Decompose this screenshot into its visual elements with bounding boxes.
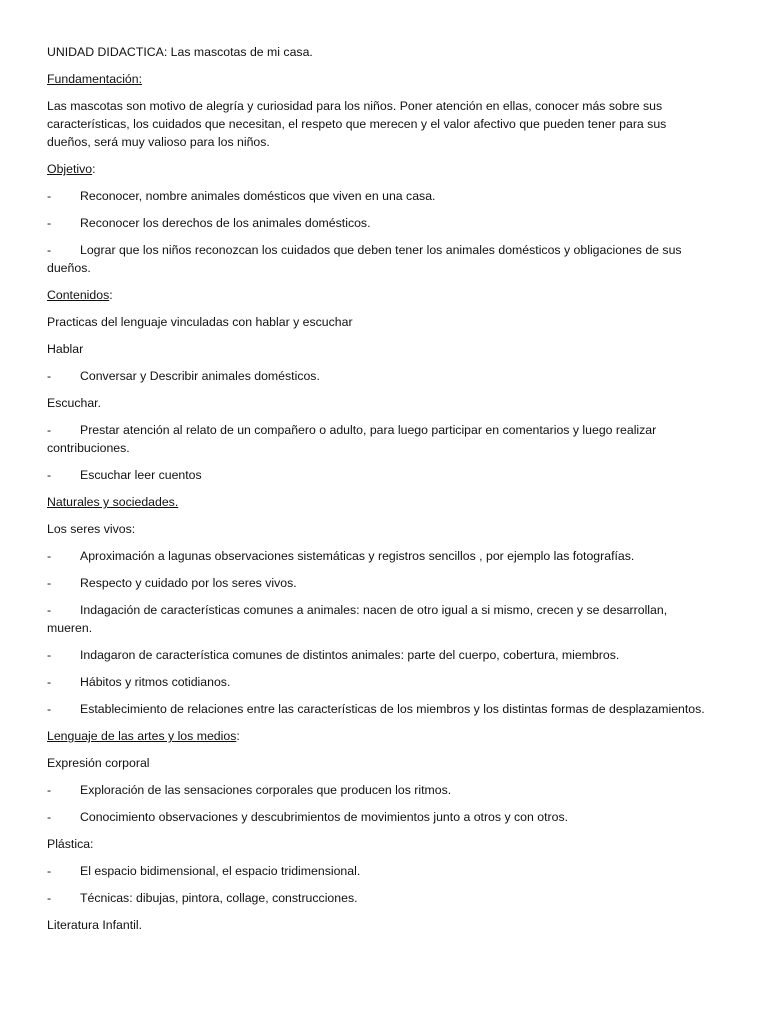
list-item	[47, 700, 708, 718]
list-dash: -	[47, 675, 52, 689]
list-item	[47, 466, 708, 484]
escuchar-label: Escuchar.	[47, 396, 101, 410]
lenguaje-artes-heading-colon: :	[236, 729, 240, 743]
list-dash: -	[47, 216, 52, 230]
lenguaje-artes-heading-text: Lenguaje de las artes y los medios	[47, 729, 237, 743]
list-item-text: Prestar atención al relato de un compañero o adulto, para luego participar en comentarios y luego realizar contribuciones.	[47, 423, 657, 455]
list-dash: -	[47, 702, 52, 716]
list-item	[47, 862, 708, 880]
list-item	[47, 646, 708, 664]
list-dash: -	[47, 891, 52, 905]
naturales-heading-text: Naturales y sociedades.	[47, 495, 179, 509]
seres-vivos-label: Los seres vivos:	[47, 522, 136, 536]
fundamentacion-heading	[47, 70, 708, 88]
list-dash: -	[47, 243, 52, 257]
list-dash: -	[47, 864, 52, 878]
list-item-text: Escuchar leer cuentos	[80, 468, 202, 482]
lenguaje-artes-heading	[47, 727, 708, 745]
list-item	[47, 214, 708, 232]
list-dash: -	[47, 810, 52, 824]
naturales-heading	[47, 493, 708, 511]
literatura-label: Literatura Infantil.	[47, 918, 143, 932]
list-item-text: Conversar y Describir animales domésticos.	[80, 369, 320, 383]
contenidos-heading	[47, 286, 708, 304]
list-dash: -	[47, 189, 52, 203]
contenidos-heading-text: Contenidos	[47, 288, 110, 302]
list-item	[47, 808, 708, 826]
objetivo-heading-colon: :	[92, 162, 96, 176]
list-item-text: Respecto y cuidado por los seres vivos.	[80, 576, 297, 590]
list-item-text: Exploración de las sensaciones corporales que producen los ritmos.	[80, 783, 452, 797]
list-item-text: Conocimiento observaciones y descubrimientos de movimientos junto a otros y con otros.	[80, 810, 569, 824]
list-dash: -	[47, 648, 52, 662]
list-item	[47, 421, 708, 457]
list-dash: -	[47, 549, 52, 563]
list-item	[47, 781, 708, 799]
list-item-text: Técnicas: dibujas, pintora, collage, construcciones.	[80, 891, 358, 905]
list-item-text: Reconocer los derechos de los animales domésticos.	[80, 216, 371, 230]
list-dash: -	[47, 369, 52, 383]
list-item-text: Lograr que los niños reconozcan los cuidados que deben tener los animales domésticos y obligaciones de sus dueños.	[47, 243, 682, 275]
list-item	[47, 367, 708, 385]
fundamentacion-text: Las mascotas son motivo de alegría y curiosidad para los niños. Poner atención en ellas, conocer más sobre sus características, los cuidados que necesitan, el respeto que merecen y el valor afectivo que pueden tener para sus dueños, será muy valioso para los niños.	[47, 99, 667, 149]
list-item	[47, 241, 708, 277]
list-dash: -	[47, 468, 52, 482]
fundamentacion-heading-text: Fundamentación:	[47, 72, 143, 86]
list-item	[47, 601, 708, 637]
list-dash: -	[47, 576, 52, 590]
hablar-label: Hablar	[47, 342, 84, 356]
list-item-text: Aproximación a lagunas observaciones sistemáticas y registros sencillos , por ejemplo las fotografías.	[80, 549, 635, 563]
list-item-text: Establecimiento de relaciones entre las características de los miembros y los distintas formas de desplazamientos.	[80, 702, 705, 716]
list-item	[47, 889, 708, 907]
list-item	[47, 673, 708, 691]
list-item	[47, 547, 708, 565]
list-item	[47, 574, 708, 592]
list-item-text: Hábitos y ritmos cotidianos.	[80, 675, 231, 689]
list-dash: -	[47, 423, 52, 437]
objetivo-heading	[47, 160, 708, 178]
expresion-label: Expresión corporal	[47, 756, 150, 770]
list-item	[47, 187, 708, 205]
contenidos-heading-colon: :	[109, 288, 113, 302]
list-item-text: Indagaron de característica comunes de distintos animales: parte del cuerpo, cobertura, miembros.	[80, 648, 620, 662]
list-item-text: Indagación de características comunes a animales: nacen de otro igual a si mismo, crecen y se desarrollan, mueren.	[47, 603, 668, 635]
plastica-label: Plástica:	[47, 837, 94, 851]
practicas-text: Practicas del lenguaje vinculadas con hablar y escuchar	[47, 315, 353, 329]
list-dash: -	[47, 603, 52, 617]
list-item-text: El espacio bidimensional, el espacio tridimensional.	[80, 864, 361, 878]
document-title: UNIDAD DIDACTICA: Las mascotas de mi casa.	[47, 45, 313, 59]
list-item-text: Reconocer, nombre animales domésticos que viven en una casa.	[80, 189, 436, 203]
objetivo-heading-text: Objetivo	[47, 162, 93, 176]
list-dash: -	[47, 783, 52, 797]
